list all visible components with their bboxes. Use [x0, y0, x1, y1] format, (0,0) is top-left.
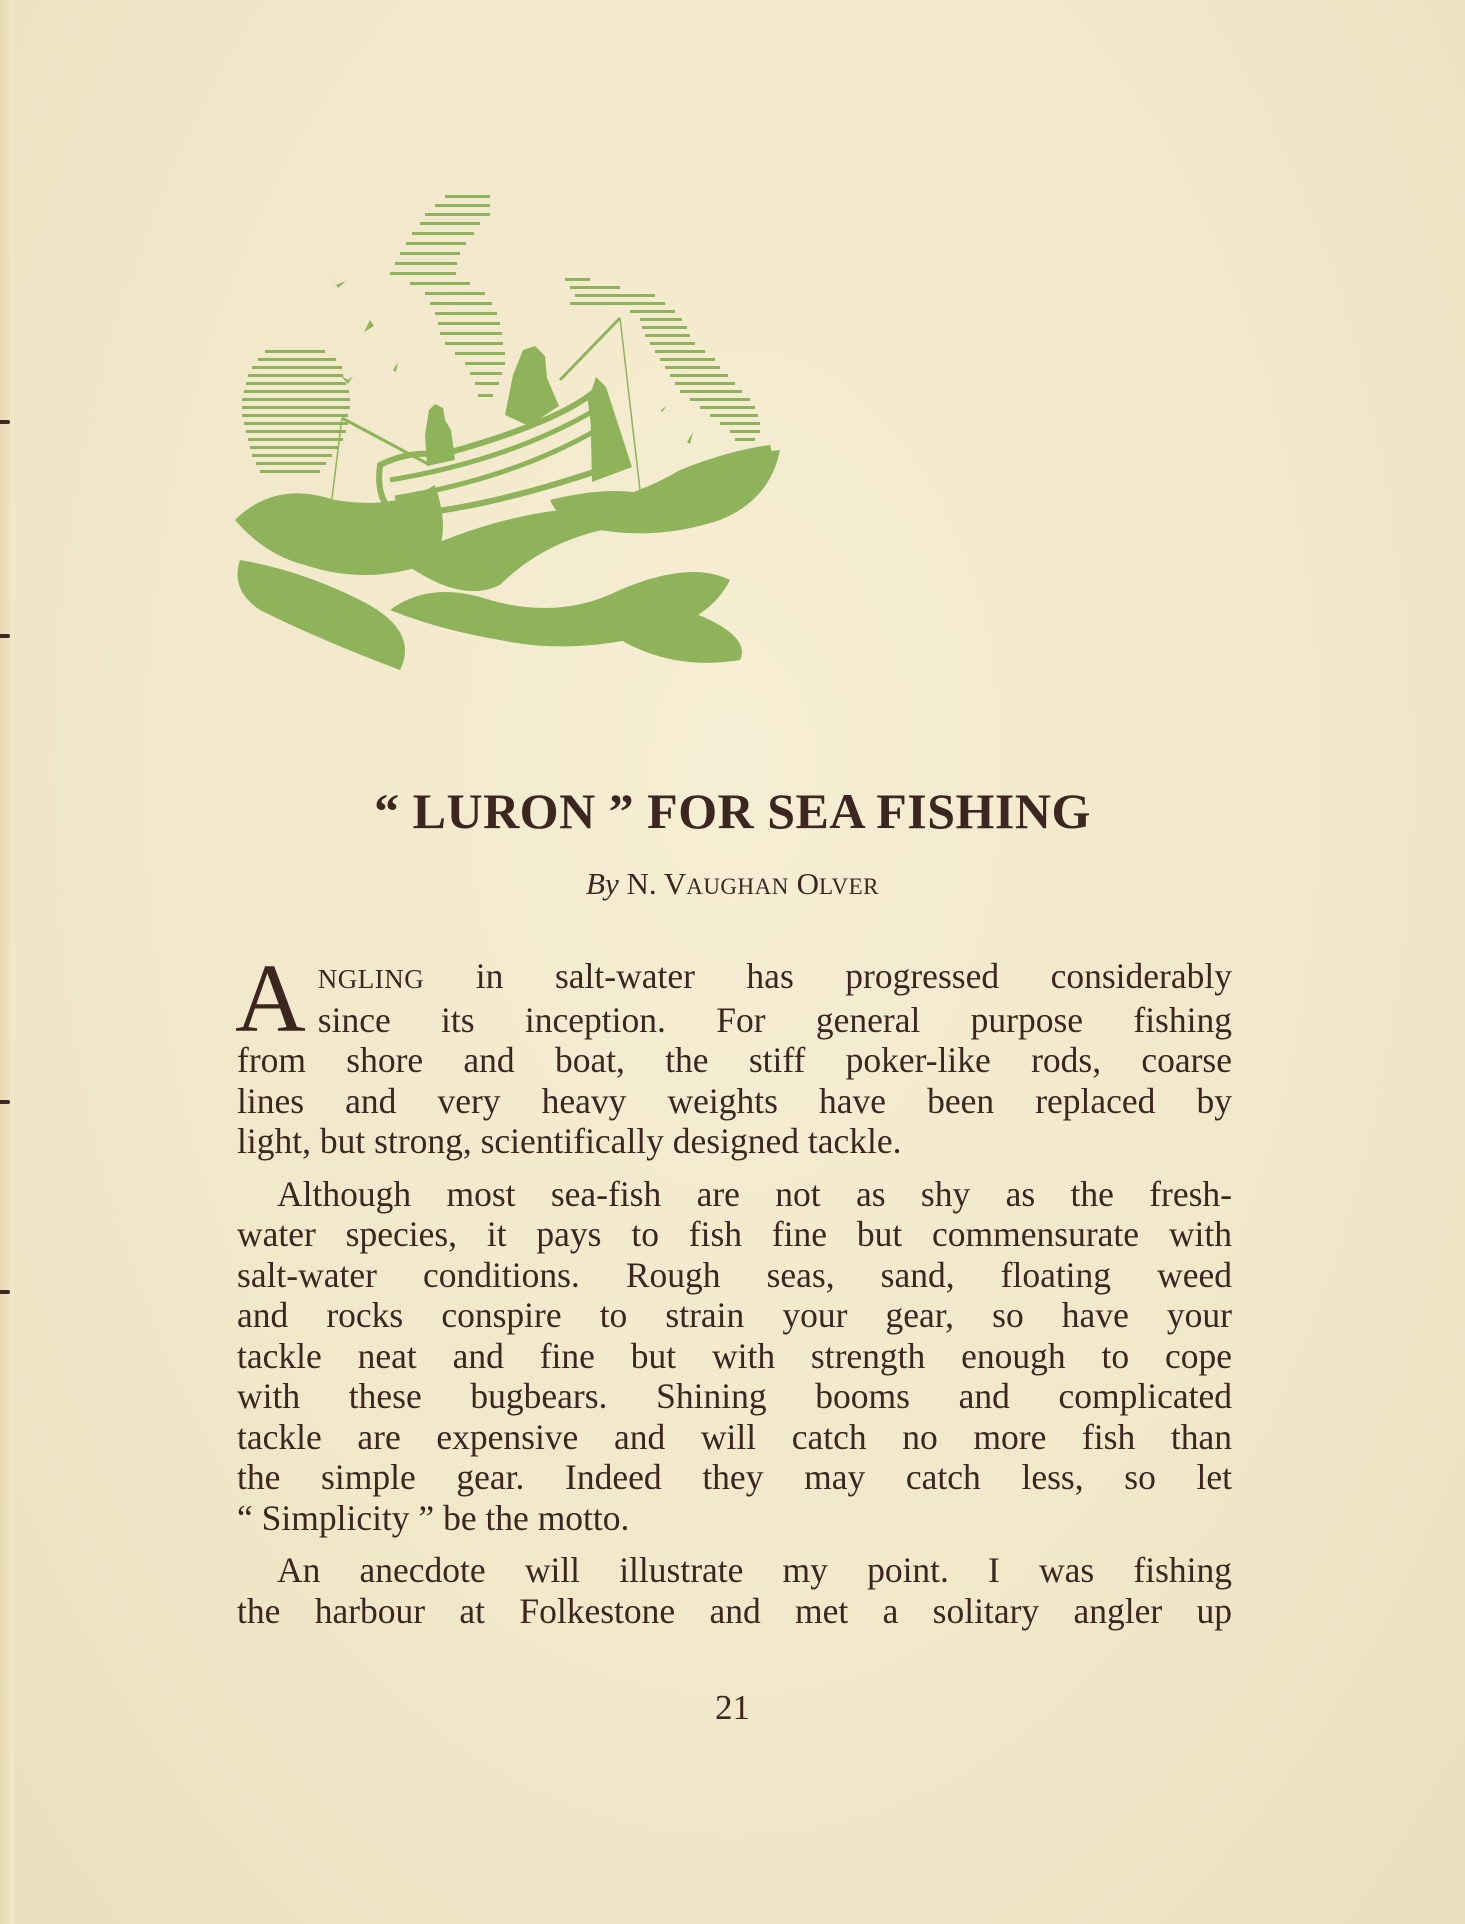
first-word-small-caps: NGLING	[317, 964, 425, 994]
text-line: light, but strong, scientifically designed tackle.	[237, 1121, 902, 1161]
wave	[608, 607, 743, 663]
cloud-center	[390, 195, 505, 397]
text-line: lines and very heavy weights have been replaced by	[237, 1080, 1232, 1121]
article-byline	[0, 866, 1465, 902]
byline-last-rest: LVER	[819, 874, 879, 899]
binding-mark	[0, 420, 10, 424]
seagull	[364, 320, 374, 332]
fishing-rod	[342, 418, 430, 465]
binding-mark	[0, 1100, 10, 1104]
wave	[238, 560, 406, 670]
paragraph-2	[237, 1174, 1232, 1539]
text-line: the harbour at Folkestone and met a solitary angler up	[237, 1590, 1232, 1631]
byline-initial: N.	[626, 866, 657, 901]
page-number: 21	[715, 1688, 750, 1727]
binding-edge	[0, 0, 14, 1924]
text-line	[237, 956, 1232, 1000]
text-line: “ Simplicity ” be the motto.	[237, 1497, 630, 1538]
text-line: salt-water conditions. Rough seas, sand, floating weed	[237, 1254, 1232, 1295]
byline-first-cap: V	[663, 866, 687, 901]
fishing-boat-illustration	[230, 180, 1290, 680]
cloud-left	[242, 350, 350, 473]
seagull	[655, 400, 667, 412]
byline-first-rest: AUGHAN	[686, 874, 789, 899]
paragraph-1	[235, 945, 1232, 1162]
text-line: from shore and boat, the stiff poker-like rods, coarse	[237, 1040, 1232, 1080]
seagull	[330, 275, 346, 288]
text-line: Although most sea-fish are not as shy as the fresh-	[277, 1173, 1232, 1214]
text-line: with these bugbears. Shining booms and complicated	[237, 1376, 1232, 1416]
paragraph-3	[237, 1550, 1232, 1631]
byline-last-cap: O	[796, 866, 820, 901]
line-text: in salt-water has progressed considerably	[424, 956, 1232, 996]
fishing-rod	[560, 318, 620, 380]
article-title: “ LURON ” FOR SEA FISHING	[374, 783, 1091, 839]
drop-cap: A	[235, 945, 306, 1053]
text-line: tackle are expensive and will catch no more fish than	[237, 1416, 1232, 1457]
byline-by: By	[586, 866, 619, 901]
text-line: tackle neat and fine but with strength enough to cope	[237, 1335, 1232, 1376]
text-line: the simple gear. Indeed they may catch less, so let	[237, 1457, 1232, 1497]
text-line: An anecdote will illustrate my point. I was fishing	[277, 1550, 1232, 1590]
seagull	[687, 432, 693, 444]
text-line: water species, it pays to fish fine but commensurate with	[237, 1214, 1232, 1254]
text-line: and rocks conspire to strain your gear, so have your	[237, 1295, 1232, 1335]
text-line: since its inception. For general purpose fishing	[317, 999, 1232, 1040]
binding-mark	[0, 634, 10, 638]
seagull	[393, 362, 398, 372]
binding-mark	[0, 1290, 10, 1294]
article-body	[235, 945, 1232, 1643]
